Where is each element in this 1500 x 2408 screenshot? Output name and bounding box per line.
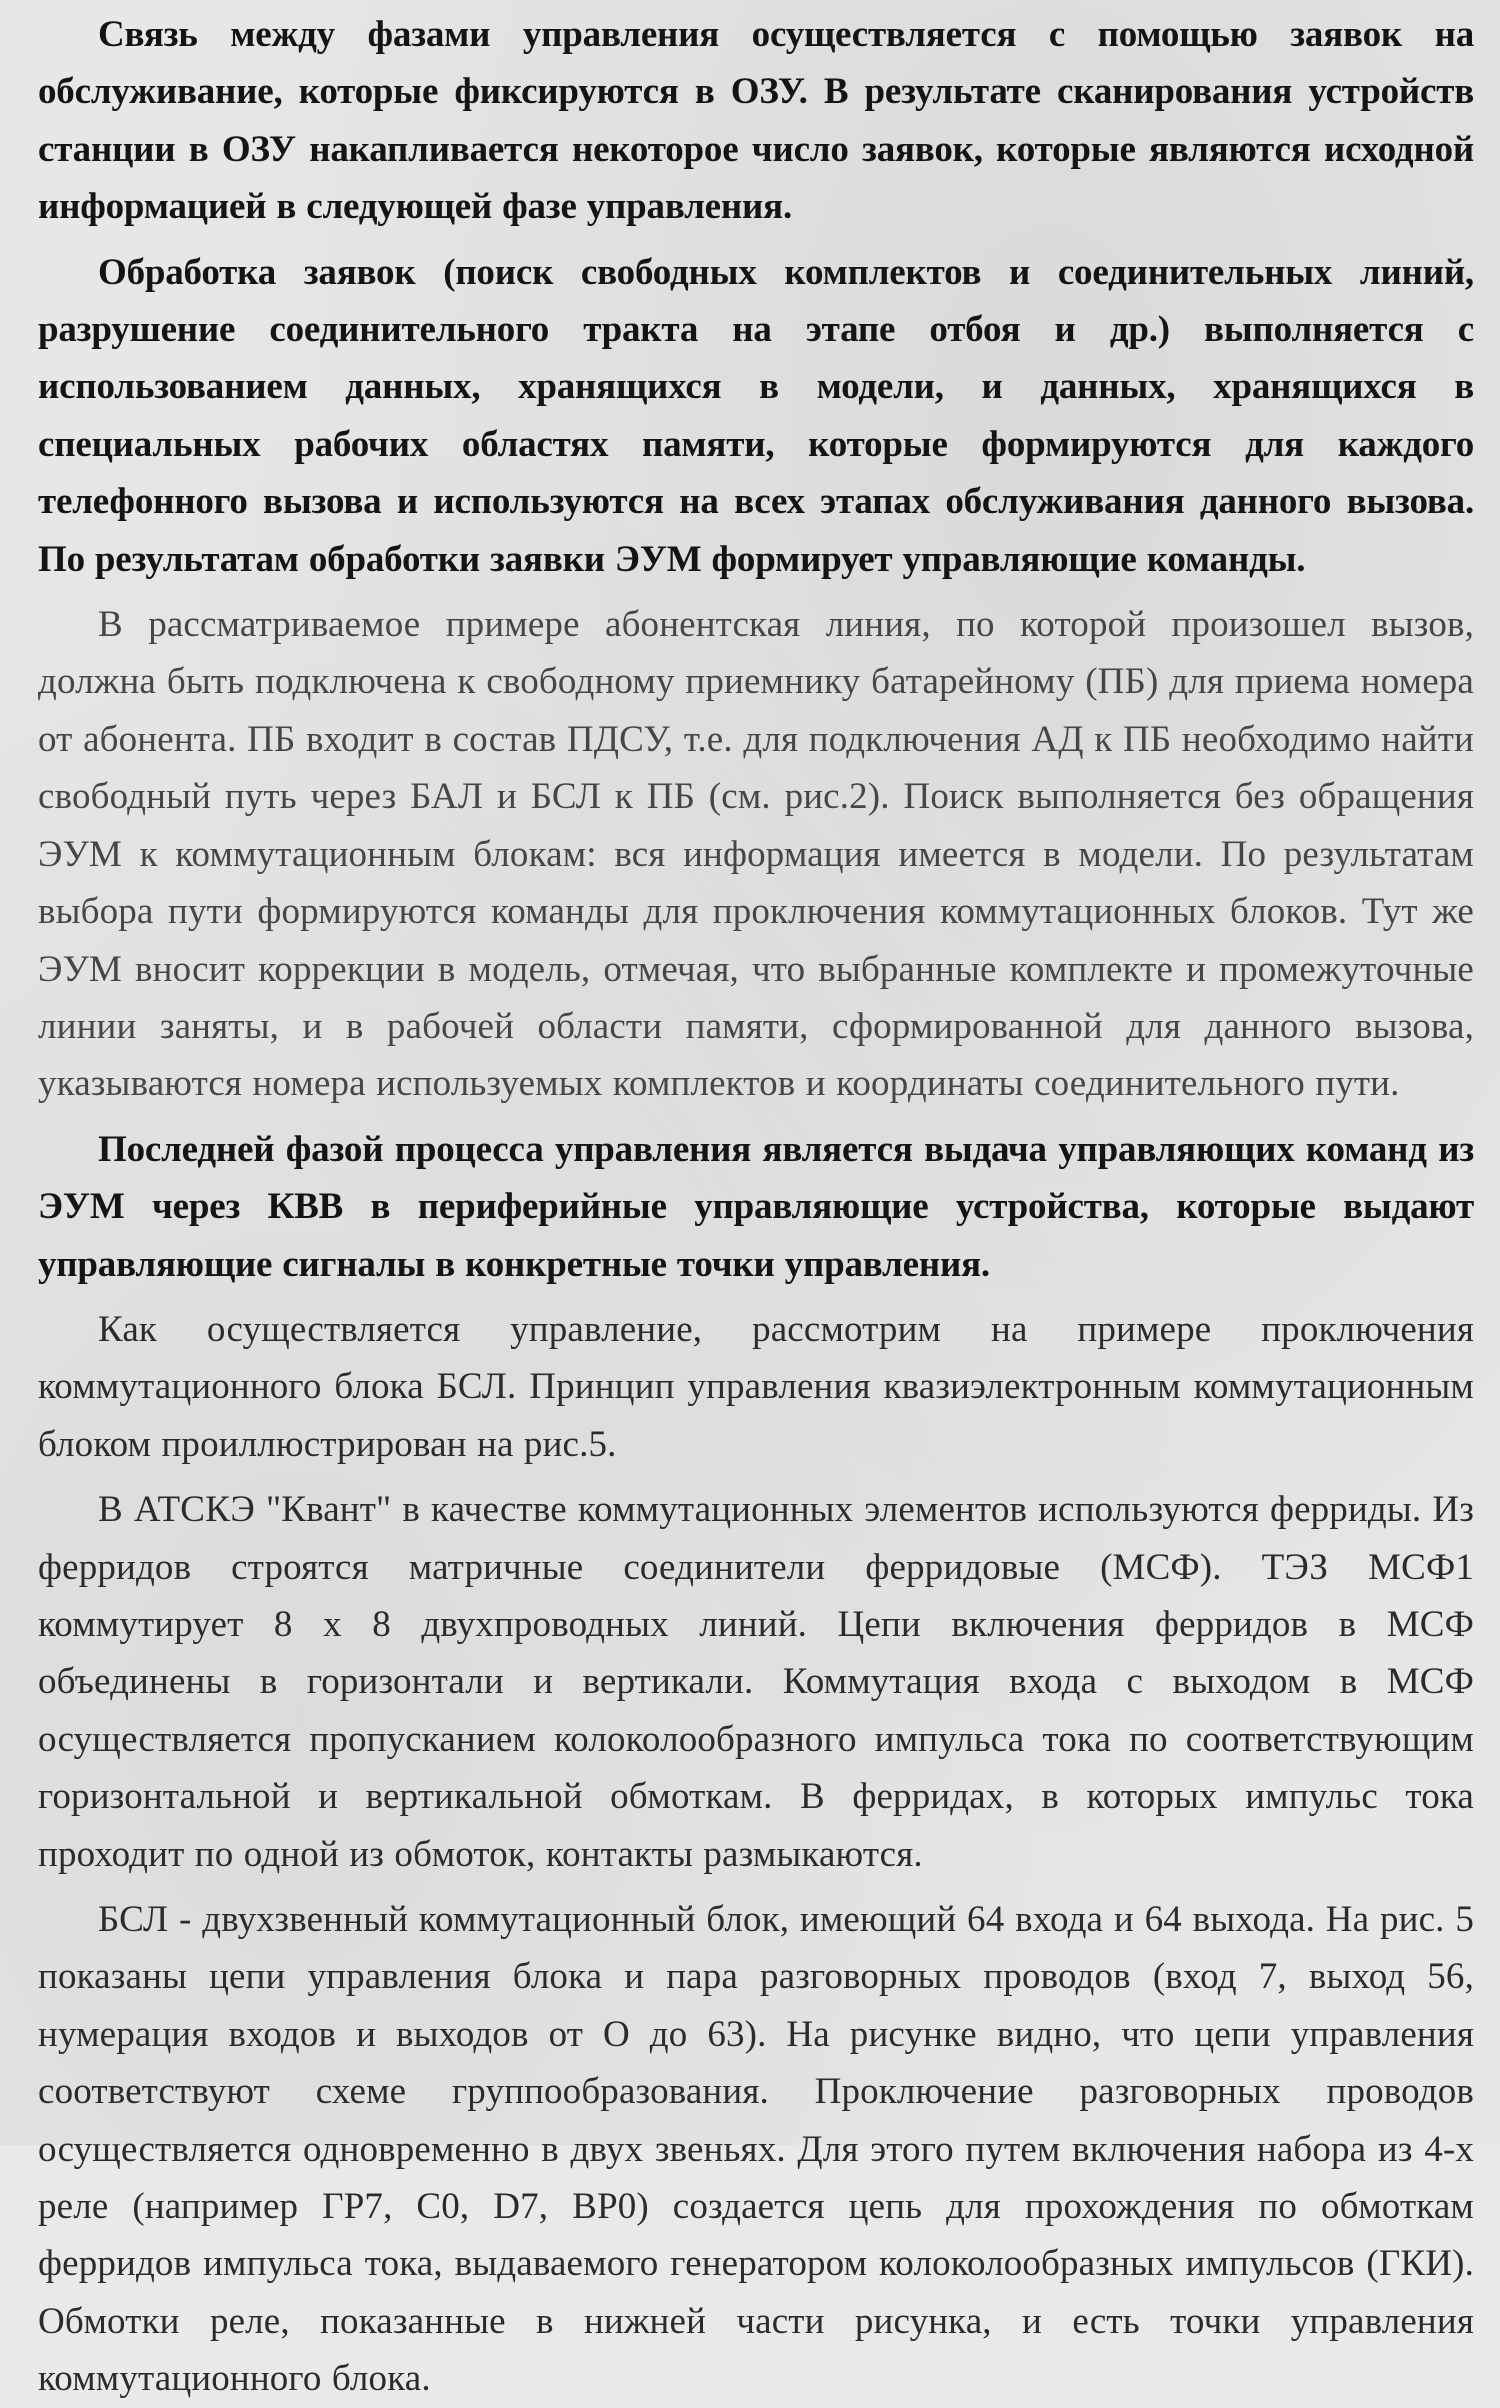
- paragraph-control-example: Как осуществляется управление, рассмотрим на примере проключения коммутационного блока БСЛ. Принцип управления квазиэлектронным коммутационным блоком проиллюстрирован на рис.5.: [38, 1308, 1474, 1465]
- paragraph-request-processing: Обработка заявок (поиск свободных комплектов и соединительных линий, разрушение соединительного тракта на этапе отбоя и др.) выполняется с использованием данных, хранящихся в модели, и данных, хранящихся в специальных рабочих областях памяти, которые формируются для каждого телефонного вызова и используются на всех этапах обслуживания данного вызова. По результатам обработки заявки ЭУМ формирует управляющие команды.: [38, 251, 1474, 580]
- paragraph-bsl-block: БСЛ - двухзвенный коммутационный блок, имеющий 64 входа и 64 выхода. На рис. 5 показаны цепи управления блока и пара разговорных проводов (вход 7, выход 56, нумерация входов и выходов от О до 63). На рисунке видно, что цепи управления соответствуют схеме группообразования. Проключение разговорных проводов осуществляется одновременно в двух звеньях. Для этого путем включения набора из 4-х реле (например ГР7, С0, D7, ВР0) создается цепь для прохождения по обмоткам ферридов импульса тока, выдаваемого генератором колоколообразных импульсов (ГКИ). Обмотки реле, показанные в нижней части рисунка, и есть точки управления коммутационного блока.: [38, 1899, 1474, 2400]
- paragraph-control-phases-link: Связь между фазами управления осуществляется с помощью заявок на обслуживание, которые фиксируются в ОЗУ. В результате сканирования устройств станции в ОЗУ накапливается некоторое число заявок, которые являются исходной информацией в следующей фазе управления.: [38, 14, 1474, 228]
- paragraph-example-subscriber-line: В рассматриваемое примере абонентская линия, по которой произошел вызов, должна быть подключена к свободному приемнику батарейному (ПБ) для приема номера от абонента. ПБ входит в состав ПДСУ, т.е. для подключения АД к ПБ необходимо найти свободный путь через БАЛ и БСЛ к ПБ (см. рис.2). Поиск выполняется без обращения ЭУМ к коммутационным блокам: вся информация имеется в модели. По результатам выбора пути формируются команды для проключения коммутационных блоков. Тут же ЭУМ вносит коррекции в модель, отмечая, что выбранные комплекте и промежуточные линии заняты, и в рабочей области памяти, сформированной для данного вызова, указываются номера используемых комплектов и координаты соединительного пути.: [38, 604, 1474, 1105]
- paragraph-last-phase: Последней фазой процесса управления является выдача управляющих команд из ЭУМ через КВВ в периферийные управляющие устройства, которые выдают управляющие сигналы в конкретные точки управления.: [38, 1128, 1474, 1285]
- paragraph-ferrids: В АТСКЭ "Квант" в качестве коммутационных элементов используются ферриды. Из ферридов строятся матричные соединители ферридовые (МСФ). ТЭЗ МСФ1 коммутирует 8 х 8 двухпроводных линий. Цепи включения ферридов в МСФ объединены в горизонтали и вертикали. Коммутация входа с выходом в МСФ осуществляется пропусканием колоколообразного импульса тока по соответствующим горизонтальной и вертикальной обмоткам. В ферридах, в которых импульс тока проходит по одной из обмоток, контакты размыкаются.: [38, 1489, 1474, 1875]
